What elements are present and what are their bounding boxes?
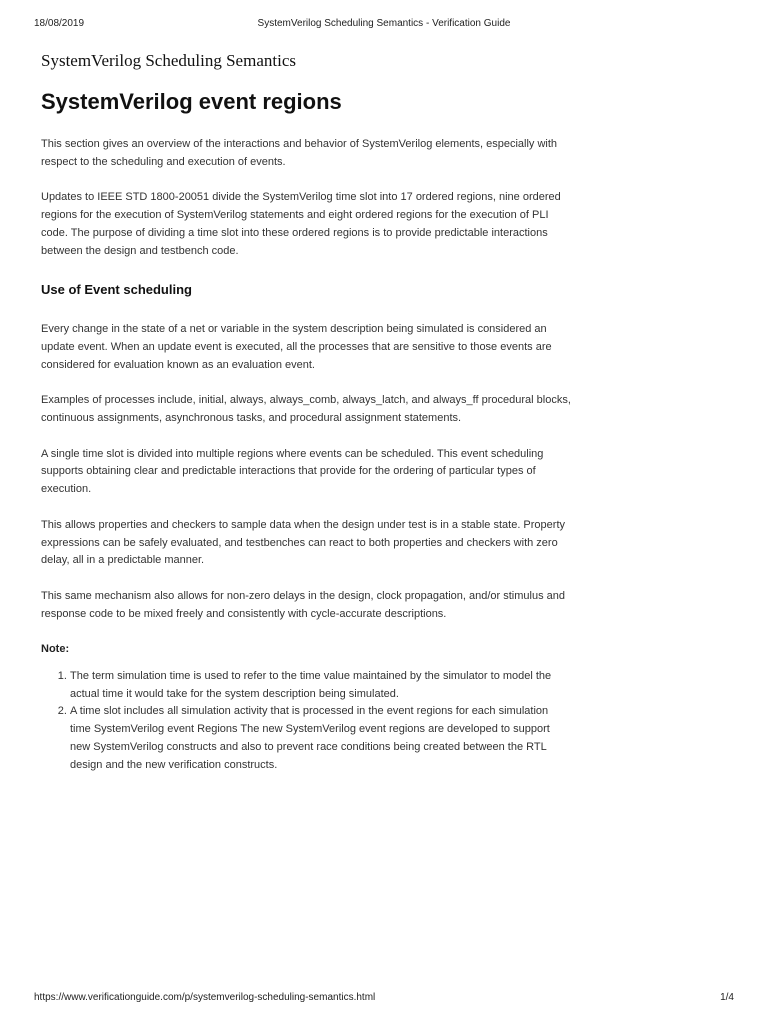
print-date: 18/08/2019 <box>34 18 85 29</box>
note-item: 2. A time slot includes all simulation activity that is processed in the event regions for each simulation time SystemVerilog event Regions The new SystemVerilog event regions are developed to support new SystemVerilog constructs and also to prevent race conditions being created between the RTL design and the new verification constructs. <box>70 703 571 774</box>
paragraph: This same mechanism also allows for non-zero delays in the design, clock propagation, and/or stimulus and response code to be mixed freely and consistently with cycle-accurate descriptions. <box>41 589 565 620</box>
print-page-title: SystemVerilog Scheduling Semantics - Verification Guide <box>257 18 511 29</box>
site-title[interactable]: SystemVerilog Scheduling Semantics <box>41 51 296 70</box>
page-number: 1/4 <box>720 992 734 1003</box>
page-url: https://www.verificationguide.com/p/systemverilog-scheduling-semantics.html <box>34 992 376 1003</box>
updates-paragraph: Updates to IEEE STD 1800-20051 divide the SystemVerilog time slot into 17 ordered regions, nine ordered regions for the execution of SystemVerilog statements and eight ordered regions for the execution of PLI code. The purpose of dividing a time slot into these ordered regions is to provide predictable interactions between the design and testbench code. <box>41 191 561 257</box>
paragraph: Every change in the state of a net or variable in the system description being simulated is considered an update event. When an update event is executed, all the processes that are sensitive to those events are considered for evaluation known as an evaluation event. <box>41 323 552 371</box>
paragraph: This allows properties and checkers to sample data when the design under test is in a stable state. Property expressions can be safely evaluated, and testbenches can react to both properties and checkers with zero delay, all in a predictable manner. <box>41 518 566 567</box>
page-title: SystemVerilog event regions <box>41 89 342 114</box>
article <box>41 50 571 774</box>
paragraph: A single time slot is divided into multiple regions where events can be scheduled. This event scheduling supports obtaining clear and predictable interactions that provide for the ordering of particular types of execution. <box>41 447 544 496</box>
paragraph: Examples of processes include, initial, always, always_comb, always_latch, and always_ff procedural blocks, continuous assignments, asynchronous tasks, and procedural assignment statements. <box>41 394 571 425</box>
print-footer <box>34 992 734 1006</box>
note-label: Note: <box>41 643 70 656</box>
section-heading: Use of Event scheduling <box>41 282 192 298</box>
note-item: 1. The term simulation time is used to refer to the time value maintained by the simulator to model the actual time it would take for the system description being simulated. <box>70 668 571 703</box>
note-list <box>41 668 571 774</box>
intro-paragraph: This section gives an overview of the interactions and behavior of SystemVerilog elements, especially with respect to the scheduling and execution of events. <box>41 138 558 168</box>
print-header <box>34 18 734 32</box>
